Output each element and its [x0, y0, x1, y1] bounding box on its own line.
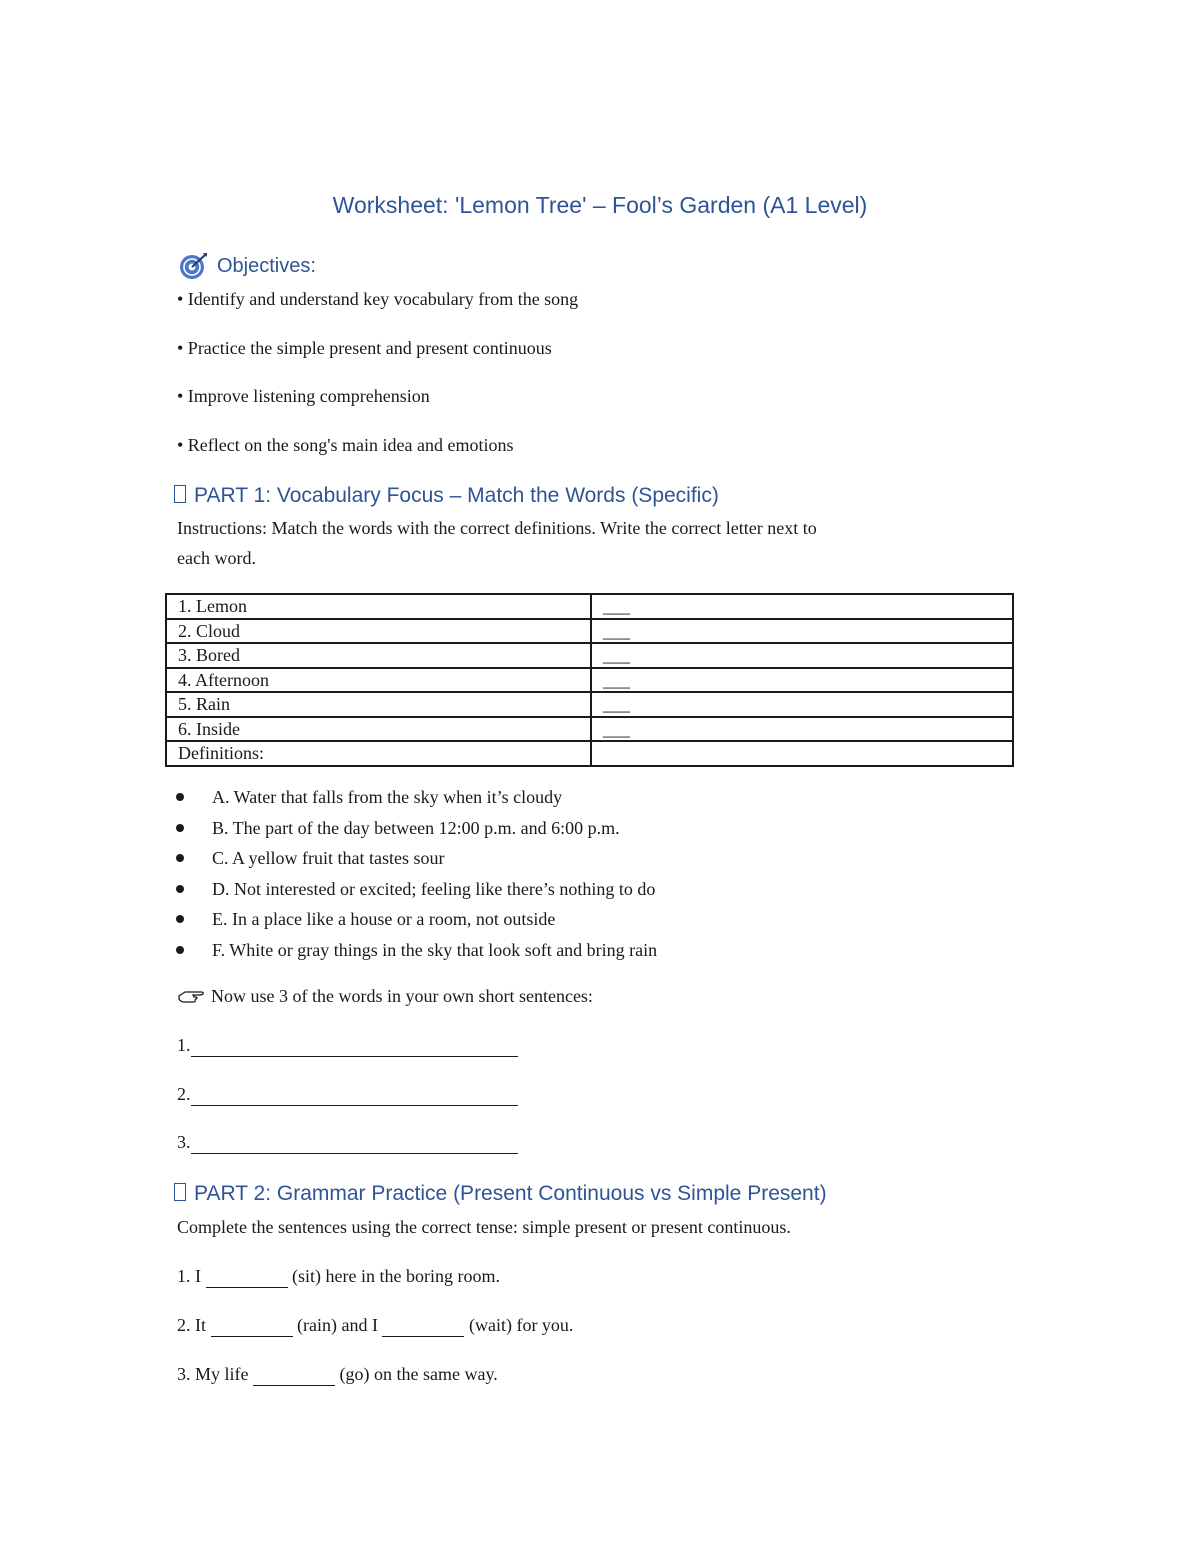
answer-blank-cell[interactable]: ___ — [591, 594, 1013, 619]
sentences-prompt — [177, 986, 593, 1007]
sentence-number: 1. — [177, 1035, 191, 1055]
word-cell: 5. Rain — [166, 692, 591, 717]
definition-text: C. A yellow fruit that tastes sour — [212, 848, 445, 869]
word-cell: 4. Afternoon — [166, 668, 591, 693]
bullet-icon — [176, 885, 184, 893]
answer-blank-cell[interactable]: ___ — [591, 668, 1013, 693]
sentence-part: (go) on the same way. — [339, 1364, 498, 1384]
verb-blank[interactable] — [382, 1315, 464, 1337]
part2-heading-label: PART 2: Grammar Practice (Present Continuous vs Simple Present) — [194, 1182, 827, 1205]
list-item — [170, 782, 657, 813]
sentence-blank[interactable] — [191, 1084, 518, 1106]
grammar-sentence-1 — [177, 1266, 500, 1288]
verb-blank[interactable] — [211, 1315, 293, 1337]
definitions-list — [170, 782, 657, 965]
objective-item: • Practice the simple present and present continuous — [177, 338, 552, 358]
sentence-line — [177, 1084, 518, 1106]
table-row — [166, 643, 1013, 668]
bullet-icon — [176, 793, 184, 801]
sentence-part: (rain) and I — [297, 1315, 378, 1335]
part2-instructions: Complete the sentences using the correct tense: simple present or present continuous. — [177, 1217, 791, 1237]
list-item — [170, 935, 657, 966]
pointing-hand-icon — [177, 987, 205, 1005]
sentence-part: 1. I — [177, 1266, 201, 1286]
sentence-line — [177, 1132, 518, 1154]
word-cell: 1. Lemon — [166, 594, 591, 619]
verb-blank[interactable] — [206, 1266, 288, 1288]
part1-instructions-line1: Instructions: Match the words with the correct definitions. Write the correct letter next to — [177, 518, 817, 538]
missing-glyph-icon — [174, 485, 186, 503]
definition-text: A. Water that falls from the sky when it’s cloudy — [212, 787, 563, 808]
definition-text: E. In a place like a house or a room, not outside — [212, 909, 556, 930]
answer-blank-cell[interactable]: ___ — [591, 717, 1013, 742]
list-item — [170, 843, 657, 874]
definitions-label: Definitions: — [166, 741, 591, 766]
sentence-blank[interactable] — [191, 1132, 518, 1154]
dart-target-icon — [178, 252, 208, 280]
objective-item: • Reflect on the song's main idea and emotions — [177, 435, 514, 455]
sentence-part: (wait) for you. — [468, 1315, 574, 1335]
sentence-blank[interactable] — [191, 1035, 518, 1057]
definition-text: B. The part of the day between 12:00 p.m. and 6:00 p.m. — [212, 817, 620, 838]
word-cell: 6. Inside — [166, 717, 591, 742]
sentence-part: (sit) here in the boring room. — [292, 1266, 500, 1286]
table-row — [166, 619, 1013, 644]
answer-blank-cell[interactable]: ___ — [591, 692, 1013, 717]
bullet-icon — [176, 946, 184, 954]
objectives-heading — [178, 252, 316, 280]
objectives-heading-label: Objectives: — [217, 254, 316, 277]
part2-heading — [174, 1182, 827, 1206]
definition-text: F. White or gray things in the sky that look soft and bring rain — [212, 939, 658, 960]
part1-heading-label: PART 1: Vocabulary Focus – Match the Words (Specific) — [194, 484, 719, 507]
sentences-prompt-text: Now use 3 of the words in your own short sentences: — [211, 986, 593, 1006]
objective-item: • Identify and understand key vocabulary from the song — [177, 289, 579, 309]
objective-item: • Improve listening comprehension — [177, 386, 430, 406]
table-row — [166, 594, 1013, 619]
definition-text: D. Not interested or excited; feeling like there’s nothing to do — [212, 878, 656, 899]
bullet-icon — [176, 824, 184, 832]
missing-glyph-icon — [174, 1183, 186, 1201]
table-row — [166, 741, 1013, 766]
bullet-icon — [176, 854, 184, 862]
answer-blank-cell[interactable]: ___ — [591, 643, 1013, 668]
list-item — [170, 813, 657, 844]
grammar-sentence-3 — [177, 1364, 498, 1386]
table-row — [166, 668, 1013, 693]
part1-heading — [174, 484, 719, 508]
sentence-number: 3. — [177, 1132, 191, 1152]
list-item — [170, 874, 657, 905]
table-row — [166, 717, 1013, 742]
table-row — [166, 692, 1013, 717]
sentence-part: 2. It — [177, 1315, 206, 1335]
grammar-sentence-2 — [177, 1315, 573, 1337]
bullet-icon — [176, 915, 184, 923]
vocabulary-match-table — [165, 593, 1014, 767]
word-cell: 2. Cloud — [166, 619, 591, 644]
empty-cell — [591, 741, 1013, 766]
list-item — [170, 904, 657, 935]
sentence-line — [177, 1035, 518, 1057]
sentence-number: 2. — [177, 1084, 191, 1104]
part1-instructions-line2: each word. — [177, 548, 256, 568]
sentence-part: 3. My life — [177, 1364, 249, 1384]
worksheet-title: Worksheet: 'Lemon Tree' – Fool’s Garden (A1 Level) — [332, 192, 868, 218]
verb-blank[interactable] — [253, 1364, 335, 1386]
answer-blank-cell[interactable]: ___ — [591, 619, 1013, 644]
word-cell: 3. Bored — [166, 643, 591, 668]
